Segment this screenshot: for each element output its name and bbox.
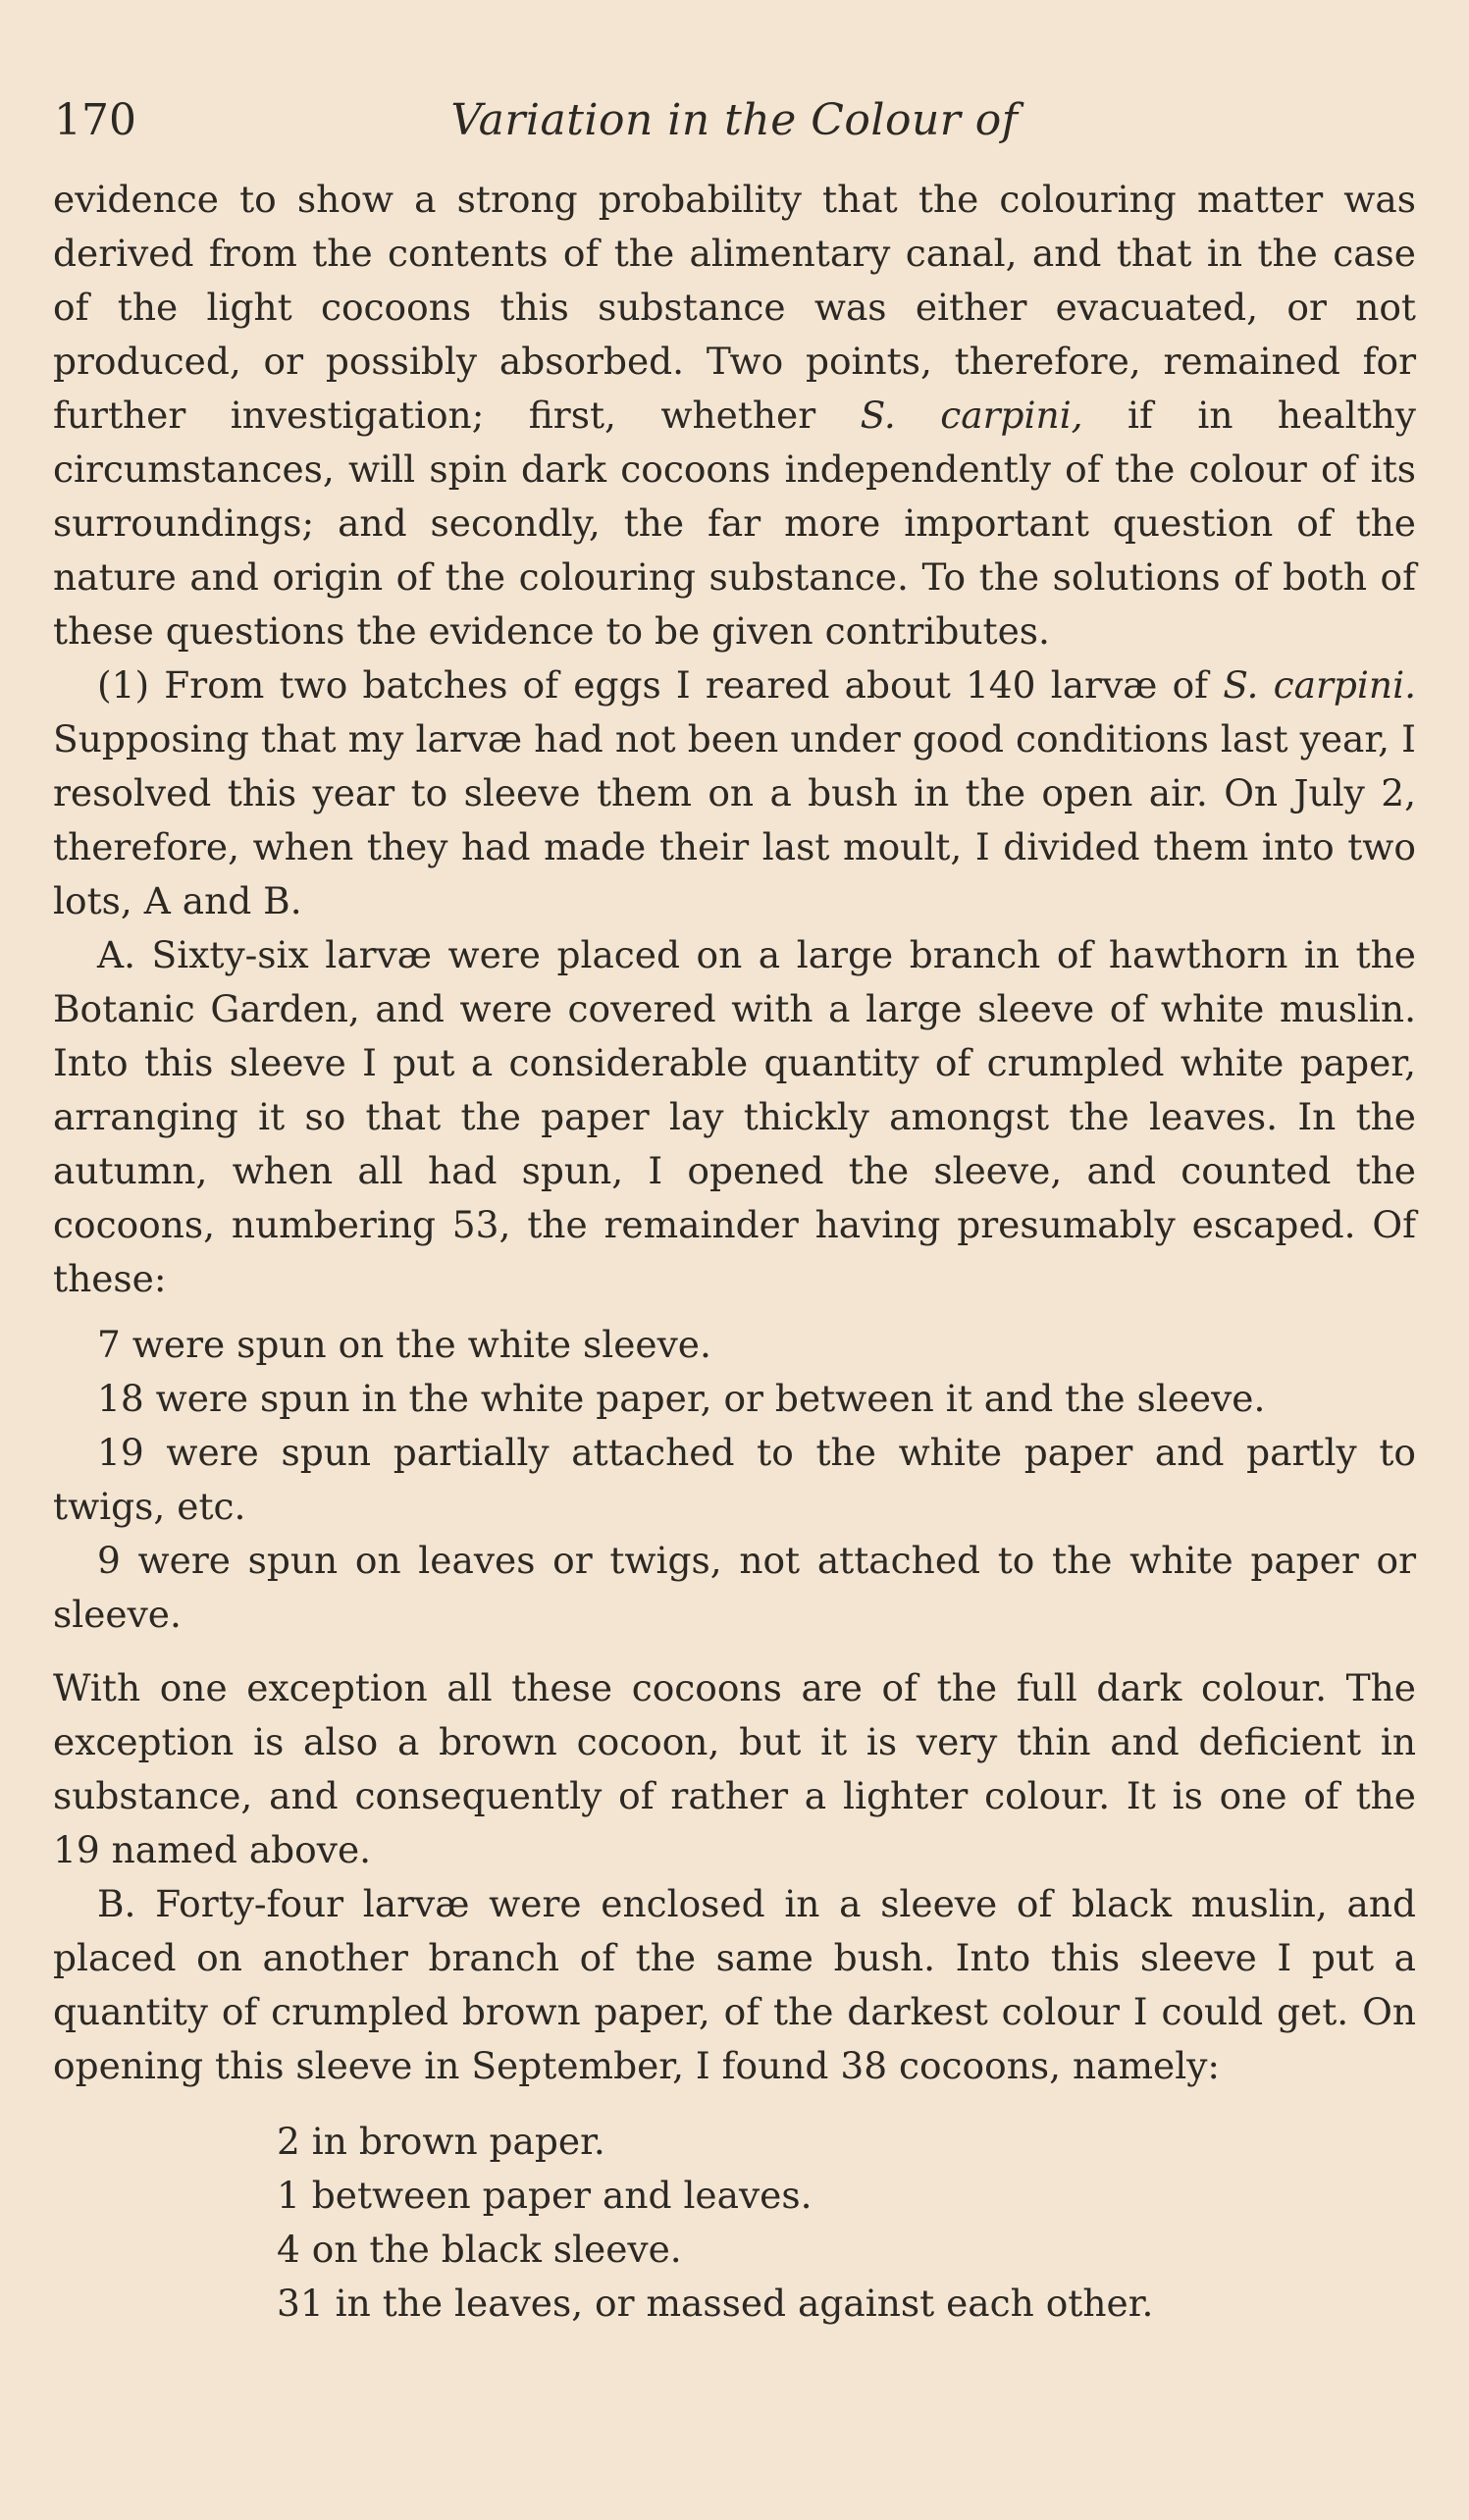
paragraph-4: With one exception all these cocoons are of the full dark colour. The exception is also a brown cocoon, but it is very thin and deficient in substance, and consequently of rather a lighter colour. It is one of the 19 named above. [53, 1666, 1416, 1871]
tally-a-item: 7 were spun on the white sleeve. [97, 1323, 711, 1366]
running-title: Variation in the Colour of [450, 95, 1019, 145]
tally-a-item: 19 were spun partially attached to the white paper and partly to twigs, etc. [53, 1431, 1416, 1528]
tally-a-item: 18 were spun in the white paper, or between it and the sleeve. [97, 1377, 1266, 1420]
tally-a-item: 9 were spun on leaves or twigs, not attached to the white paper or sleeve. [53, 1539, 1416, 1636]
running-head [53, 86, 1416, 155]
tally-b-item: 1 between paper and leaves. [277, 2174, 813, 2217]
paragraph-5: B. Forty-four larvæ were enclosed in a sleeve of black muslin, and placed on another branch of the same bush. Into this sleeve I put a quantity of crumpled brown paper, of the darkest colour I could get. On opening this sleeve in September, I found 38 cocoons, namely: [53, 1882, 1416, 2087]
paragraph-2 [53, 658, 1416, 928]
page-number: 170 [54, 95, 136, 145]
paragraph-1 [53, 173, 1416, 658]
tally-b-item: 31 in the leaves, or massed against each other. [277, 2282, 1154, 2325]
species-name: S. carpini. [1223, 663, 1416, 707]
paragraph-2-text-a: (1) From two batches of eggs I reared about 140 larvæ of [97, 663, 1224, 707]
tally-b-item: 4 on the black sleeve. [277, 2228, 682, 2271]
paragraph-2-text-b: Supposing that my larvæ had not been under good conditions last year, I resolved this year to sleeve them on a bush in the open air. On July 2, therefore, when they had made their last moult, I divided them into two lots, A and B. [53, 717, 1416, 922]
tally-list-b [277, 2115, 1416, 2331]
species-name: S. carpini, [860, 394, 1083, 437]
tally-list-a [53, 1318, 1416, 1642]
paragraph-3: A. Sixty-six larvæ were placed on a large branch of hawthorn in the Botanic Garden, and were covered with a large sleeve of white muslin. Into this sleeve I put a considerable quantity of crumpled white paper, arranging it so that the paper lay thickly amongst the leaves. In the autumn, when all had spun, I opened the sleeve, and counted the cocoons, numbering 53, the remainder having presumably escaped. Of these: [53, 933, 1416, 1300]
paragraph-1-text: evidence to show a strong probability that the colouring matter was derived from the contents of the alimentary canal, and that in the case of the light cocoons this substance was either evacuated, or not produced, or possibly absorbed. Two points, therefore, remained for further investigation; first, whether [53, 178, 1416, 437]
tally-b-item: 2 in brown paper. [277, 2120, 605, 2163]
paragraph-1-rest: if in healthy circumstances, will spin dark cocoons independently of the colour of its surroundings; and secondly, the far more important question of the nature and origin of the colouring substance. To the solutions of both of these questions the evidence to be given contributes. [53, 394, 1416, 653]
